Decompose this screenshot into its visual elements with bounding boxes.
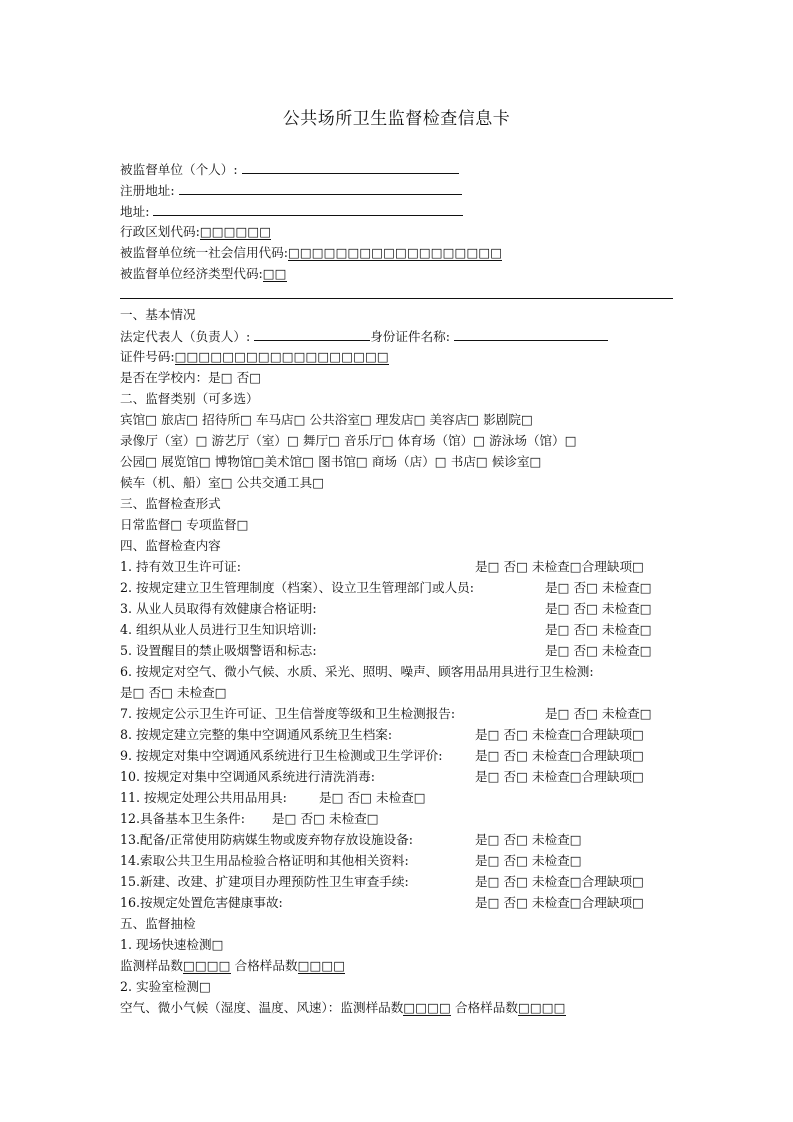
check-item-8-options[interactable]: 是□ 否□ 未检查□合理缺项□ (475, 727, 644, 742)
lab-test-checkbox[interactable]: 2. 实验室检测□ (120, 979, 211, 994)
unit-field[interactable] (242, 160, 459, 174)
lab-test-counts (120, 999, 566, 1017)
check-item-2-text: 2. 按规定建立卫生管理制度（档案）、设立卫生管理部门或人员: (120, 580, 474, 595)
check-item-14-options[interactable]: 是□ 否□ 未检查□ (475, 853, 582, 868)
quick-test-checkbox[interactable]: 1. 现场快速检测□ (120, 937, 224, 952)
s1-heading: 一、基本情况 (120, 307, 196, 322)
category-row-4[interactable]: 候车（机、船）室□ 公共交通工具□ (120, 475, 325, 490)
check-item-10-options[interactable]: 是□ 否□ 未检查□合理缺项□ (475, 769, 644, 784)
check-item-5-text: 5. 设置醒目的禁止吸烟警语和标志: (120, 643, 317, 658)
lab-pass-label: 合格样品数 (454, 1000, 518, 1015)
unit-label: 被监督单位（个人）: (120, 162, 238, 177)
s4-heading: 四、监督检查内容 (120, 538, 221, 553)
check-item-1-text: 1. 持有效卫生许可证: (120, 559, 242, 574)
id-name-label: 身份证件名称: (370, 329, 451, 344)
reg-addr-field[interactable] (179, 181, 462, 195)
check-item-6-options[interactable]: 是□ 否□ 未检查□ (120, 685, 227, 700)
check-item-7-text: 7. 按规定公示卫生许可证、卫生信誉度等级和卫生检测报告: (120, 706, 456, 721)
s2-heading: 二、监督类别（可多选） (120, 391, 259, 406)
check-item-10-text: 10. 按规定对集中空调通风系统进行清洗消毒: (120, 769, 375, 784)
check-item-4-text: 4. 组织从业人员进行卫生知识培训: (120, 622, 317, 637)
check-item-3-options[interactable]: 是□ 否□ 未检查□ (545, 601, 652, 616)
legal-rep-field[interactable] (254, 327, 370, 341)
category-row-1[interactable]: 宾馆□ 旅店□ 招待所□ 车马店□ 公共浴室□ 理发店□ 美容店□ 影剧院□ (120, 412, 533, 427)
check-item-16-options[interactable]: 是□ 否□ 未检查□合理缺项□ (475, 895, 644, 910)
econ-type-boxes[interactable]: □□ (262, 266, 287, 281)
addr-row (120, 202, 463, 221)
s5-heading: 五、监督抽检 (120, 916, 196, 931)
school-line[interactable]: 是否在学校内：是□ 否□ (120, 370, 262, 385)
addr-field[interactable] (153, 202, 463, 216)
check-item-14-text: 14.索取公共卫生用品检验合格证明和其他相关资料: (120, 853, 409, 868)
check-item-3-text: 3. 从业人员取得有效健康合格证明: (120, 601, 317, 616)
check-item-4-options[interactable]: 是□ 否□ 未检查□ (545, 622, 652, 637)
econ-type-label: 被监督单位经济类型代码: (120, 266, 263, 281)
lab-samples-boxes[interactable]: □□□□ (403, 1000, 451, 1015)
page-title: 公共场所卫生监督检查信息卡 (282, 109, 511, 129)
quick-test-counts (120, 957, 345, 975)
check-item-2-options[interactable]: 是□ 否□ 未检查□ (545, 580, 652, 595)
check-item-9-options[interactable]: 是□ 否□ 未检查□合理缺项□ (475, 748, 644, 763)
lab-pass-boxes[interactable]: □□□□ (517, 1000, 566, 1015)
inspection-form-line[interactable]: 日常监督□ 专项监督□ (120, 517, 249, 532)
category-row-2[interactable]: 录像厅（室）□ 游艺厅（室）□ 舞厅□ 音乐厅□ 体育场（馆）□ 游泳场（馆）□ (120, 433, 577, 448)
check-item-12-options[interactable]: 是□ 否□ 未检查□ (272, 811, 379, 826)
section-divider (120, 298, 673, 299)
econ-type-row (120, 265, 287, 283)
check-item-6-text: 6. 按规定对空气、微小气候、水质、采光、照明、噪声、顾客用品用具进行卫生检测: (120, 664, 594, 679)
check-item-7-options[interactable]: 是□ 否□ 未检查□ (545, 706, 652, 721)
credit-code-row (120, 244, 502, 262)
s3-heading: 三、监督检查形式 (120, 496, 221, 511)
check-item-1-options[interactable]: 是□ 否□ 未检查□合理缺项□ (475, 559, 644, 574)
category-row-3[interactable]: 公园□ 展览馆□ 博物馆□美术馆□ 图书馆□ 商场（店）□ 书店□ 候诊室□ (120, 454, 542, 469)
reg-addr-label: 注册地址: (120, 183, 175, 198)
credit-code-label: 被监督单位统一社会信用代码: (120, 245, 288, 260)
id-no-row (120, 348, 389, 366)
id-no-label: 证件号码: (120, 349, 175, 364)
region-code-label: 行政区划代码: (120, 224, 200, 239)
quick-pass-label: 合格样品数 (234, 958, 298, 973)
check-item-5-options[interactable]: 是□ 否□ 未检查□ (545, 643, 652, 658)
check-item-8-text: 8. 按规定建立完整的集中空调通风系统卫生档案: (120, 727, 393, 742)
check-item-15-text: 15.新建、改建、扩建项目办理预防性卫生审查手续: (120, 874, 409, 889)
quick-pass-boxes[interactable]: □□□□ (297, 958, 346, 973)
check-item-16-text: 16.按规定处置危害健康事故: (120, 895, 283, 910)
quick-samples-boxes[interactable]: □□□□ (182, 958, 231, 973)
region-code-boxes[interactable]: □□□□□□ (199, 224, 272, 239)
check-item-13-options[interactable]: 是□ 否□ 未检查□ (475, 832, 582, 847)
lab-line-label: 空气、微小气候（湿度、温度、风速）：监测样品数 (120, 1000, 404, 1015)
check-item-9-text: 9. 按规定对集中空调通风系统进行卫生检测或卫生学评价: (120, 748, 443, 763)
legal-rep-row (120, 327, 608, 346)
check-item-15-options[interactable]: 是□ 否□ 未检查□合理缺项□ (475, 874, 644, 889)
check-item-12-text: 12.具备基本卫生条件: (120, 811, 246, 826)
legal-rep-label: 法定代表人（负责人）: (120, 329, 251, 344)
id-name-field[interactable] (454, 327, 608, 341)
id-no-boxes[interactable]: □□□□□□□□□□□□□□□□□□ (174, 349, 389, 364)
check-item-11-text: 11. 按规定处理公共用品用具: (120, 790, 287, 805)
check-item-11-options[interactable]: 是□ 否□ 未检查□ (319, 790, 426, 805)
region-code-row (120, 223, 271, 241)
addr-label: 地址: (120, 204, 150, 219)
credit-code-boxes[interactable]: □□□□□□□□□□□□□□□□□□ (287, 245, 503, 260)
check-item-13-text: 13.配备/正常使用防病媒生物或废弃物存放设施设备: (120, 832, 413, 847)
unit-row (120, 160, 459, 179)
reg-addr-row (120, 181, 462, 200)
quick-samples-label: 监测样品数 (120, 958, 183, 973)
